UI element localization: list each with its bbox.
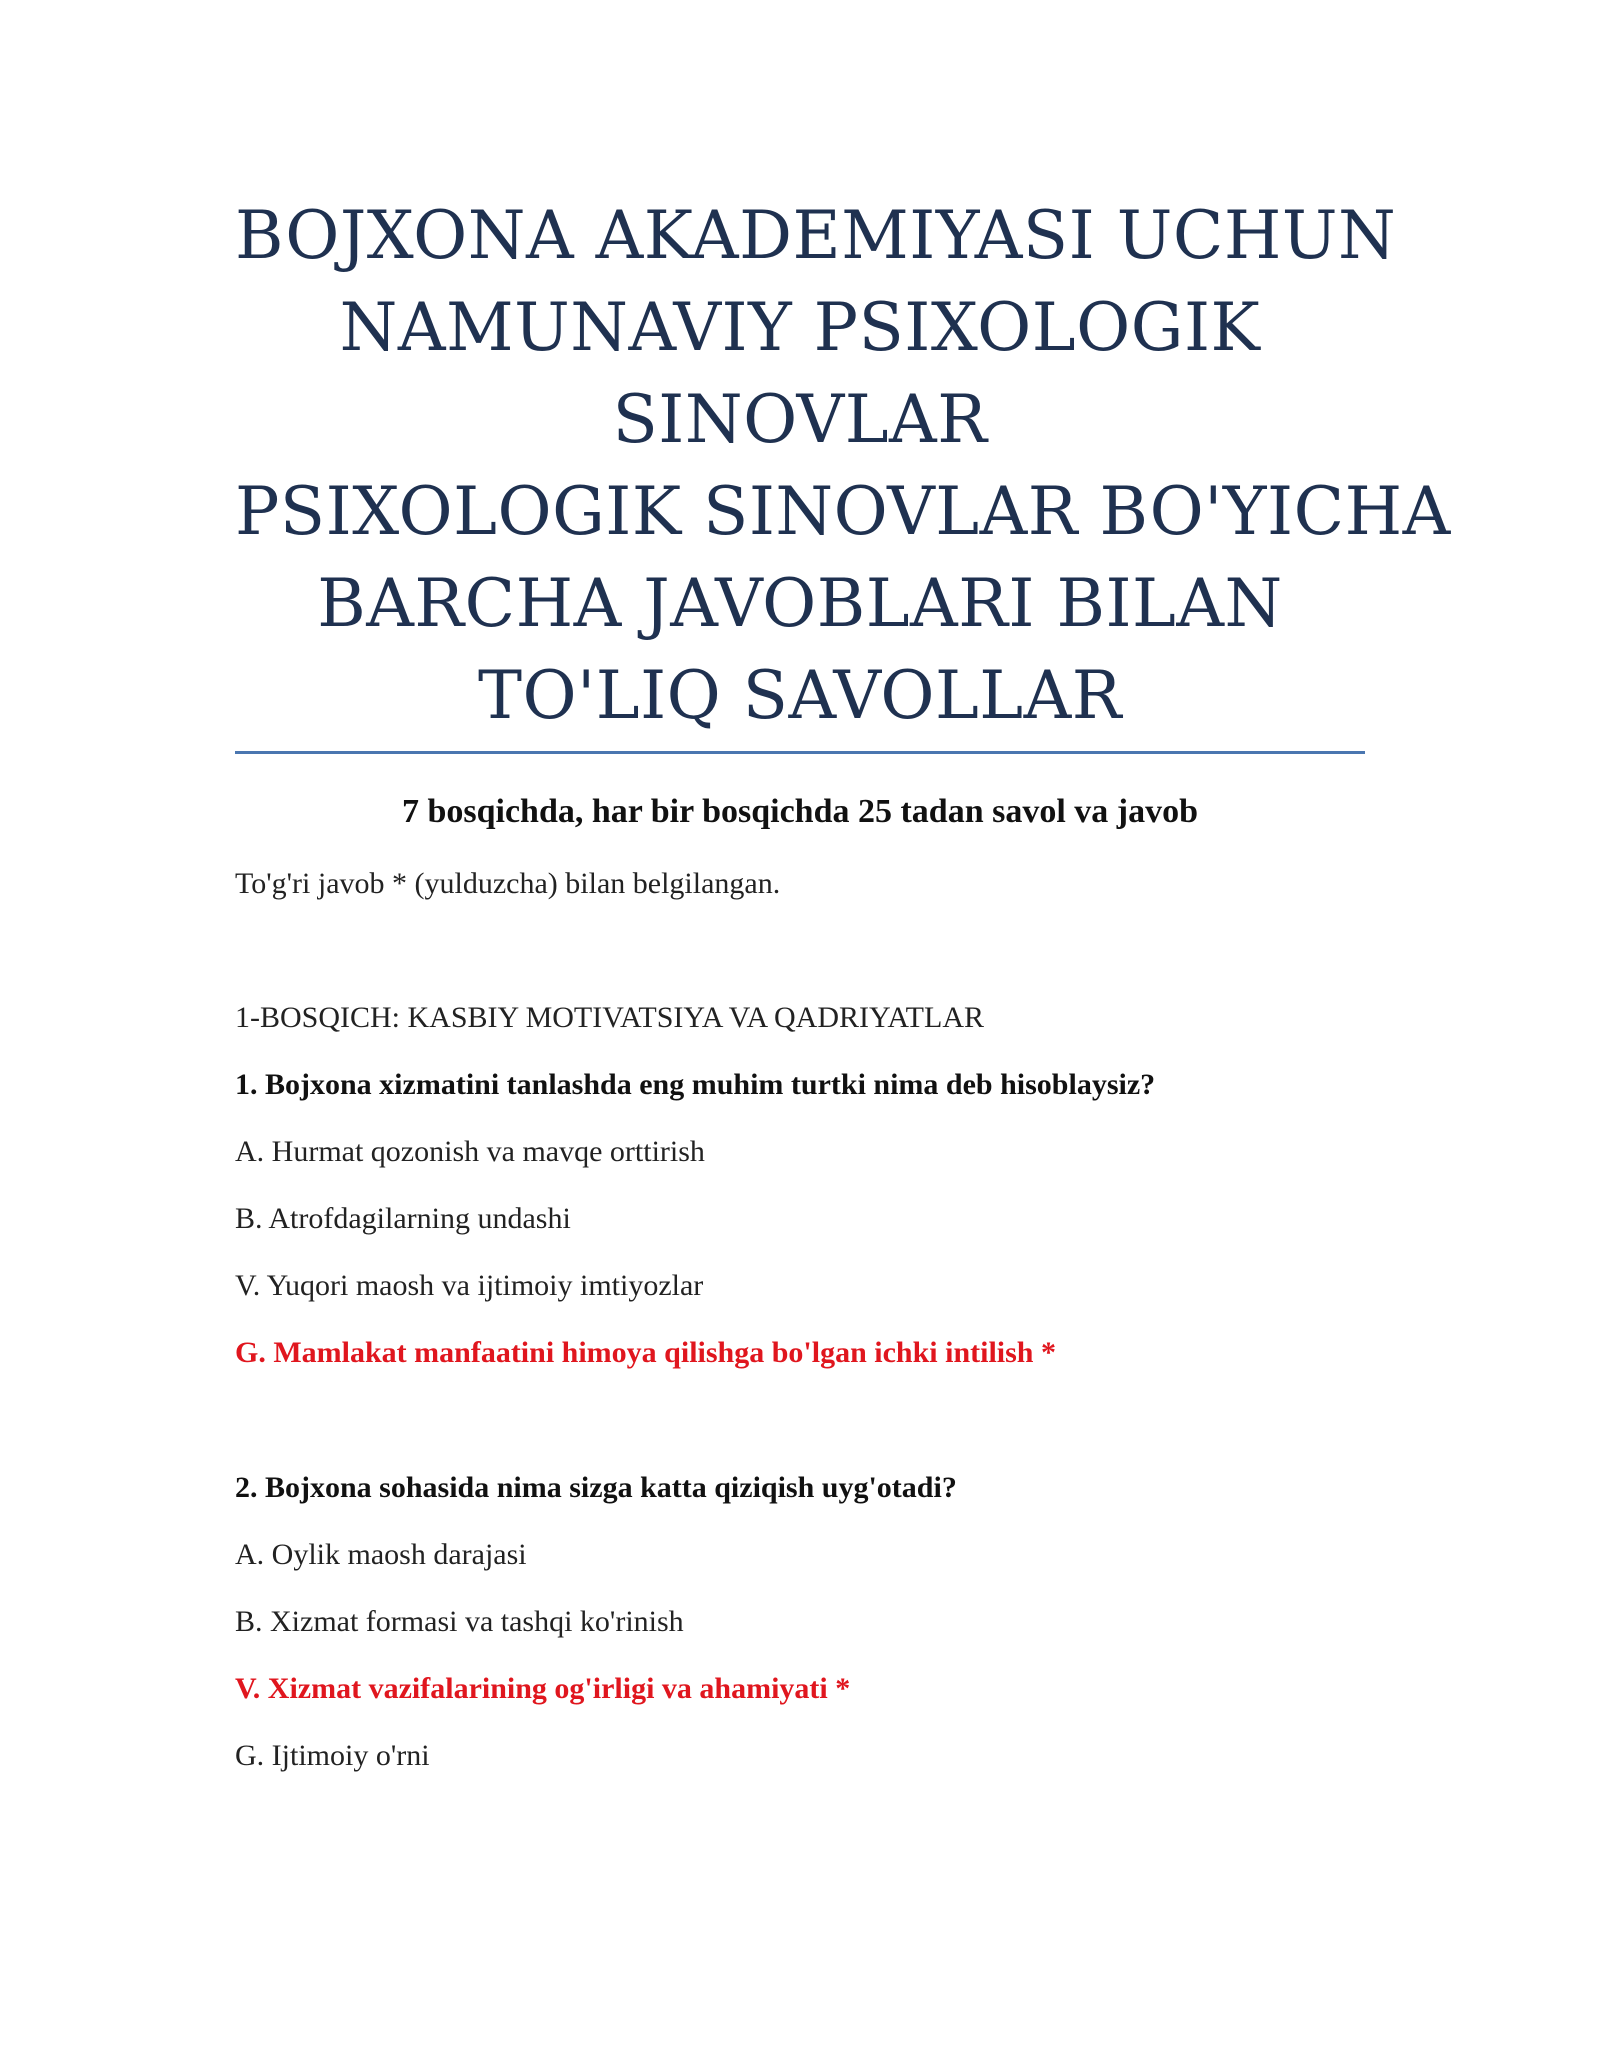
question-1-option-g-correct: G. Mamlakat manfaatini himoya qilishga bo'lgan ichki intilish *	[235, 1336, 1056, 1369]
title-line: BARCHA JAVOBLARI BILAN	[317, 565, 1283, 642]
section-heading: 1-BOSQICH: KASBIY MOTIVATSIYA VA QADRIYATLAR	[235, 1001, 984, 1034]
title-line: TO'LIQ SAVOLLAR	[478, 657, 1122, 734]
question-1: 1. Bojxona xizmatini tanlashda eng muhim turtki nima deb hisoblaysiz?	[235, 1068, 1156, 1101]
title-line: SINOVLAR	[612, 381, 988, 458]
question-2: 2. Bojxona sohasida nima sizga katta qiziqish uyg'otadi?	[235, 1471, 957, 1504]
question-2-option-g: G. Ijtimoiy o'rni	[235, 1739, 430, 1772]
title-line: PSIXOLOGIK SINOVLAR BO'YICHA	[235, 473, 1451, 550]
document-subtitle: 7 bosqichda, har bir bosqichda 25 tadan savol va javob	[401, 793, 1199, 830]
answer-key-note: To'g'ri javob * (yulduzcha) bilan belgilangan.	[235, 867, 781, 900]
question-1-option-a: A. Hurmat qozonish va mavqe orttirish	[235, 1135, 705, 1168]
title-divider	[235, 751, 1365, 754]
question-2-option-a: A. Oylik maosh darajasi	[235, 1538, 527, 1571]
title-line: BOJXONA AKADEMIYASI UCHUN	[235, 197, 1397, 274]
document-title	[235, 190, 1451, 742]
title-line: NAMUNAVIY PSIXOLOGIK	[339, 289, 1261, 366]
question-1-option-v: V. Yuqori maosh va ijtimoiy imtiyozlar	[235, 1269, 704, 1302]
question-1-option-b: B. Atrofdagilarning undashi	[235, 1202, 571, 1235]
question-2-option-v-correct: V. Xizmat vazifalarining og'irligi va ahamiyati *	[235, 1672, 851, 1705]
question-2-option-b: B. Xizmat formasi va tashqi ko'rinish	[235, 1605, 684, 1638]
